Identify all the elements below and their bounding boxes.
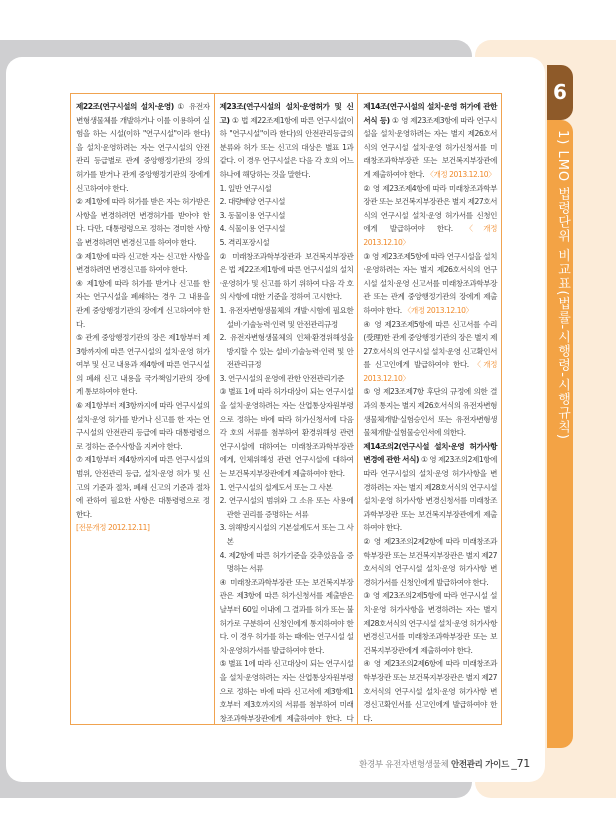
article-text: ⑤ 영 제23조제7항 후단의 규정에 의한 결과의 통지는 별지 제26호서식의 유전자변형생물체개발·실험승인서 또는 유전자변형생물체개발·실험물승인서에 의한다. (363, 387, 498, 438)
article-paragraph (76, 399, 210, 453)
article-text: ① 영 제23조제3항에 따라 연구시설을 설치·운영하려는 자는 별지 제26호서식의 연구시설 설치·운영 허가신청서를 미래창조과학부장관 또는 보건복지부장관에게 제출하여야 한다. (363, 115, 498, 179)
amendment-note: 〈개정 2013.12.10〉 (363, 360, 498, 383)
list-item (220, 521, 354, 548)
article-paragraph (363, 250, 497, 318)
article-text: ④ 제1항에 따라 허가를 받거나 신고를 한 자는 연구시설을 폐쇄하는 경우 그 내용을 관계 중앙행정기관의 장에게 신고하여야 한다. (76, 278, 210, 329)
footer-publisher: 환경부 유전자변형생물체 (359, 760, 449, 770)
article-text: ③ 영 제23조제5항에 따라 연구시설을 설치·운영하려는 자는 별지 제26호서식의 연구시설 설치·운영 신고서를 미래창조과학부장관 또는 관계 중앙행정기관의 장에게 제출하여야 한다. (363, 251, 498, 315)
list-item (220, 195, 354, 209)
article-text: 1. 유전자변형생물체의 개발·시험에 필요한 설비·기술능력·인력 및 안전관리규정 (219, 305, 354, 329)
article-text: 3. 연구시설의 운영에 관한 안전관리기준 (219, 373, 345, 383)
article-paragraph (76, 250, 210, 277)
list-item (220, 331, 354, 372)
article-paragraph (76, 521, 210, 535)
article-paragraph (363, 657, 497, 724)
article-text: ① 영 제23조의2제1항에 따라 연구시설의 설치·운영 허가사항을 변경하려는 자는 별지 제28호서식의 연구시설 설치·운영 허가사항 변경신청서를 미래창조과학부장관 또는 보건복지부장관에게 제출하여야 한다. (363, 455, 498, 533)
list-item (220, 236, 354, 250)
list-item (220, 222, 354, 236)
article-text: 3. 동물이용 연구시설 (219, 210, 286, 220)
article-text: ⑤ 별표 1에 따라 신고대상이 되는 연구시설을 설치·운영하려는 자는 산업통상자원부령으로 정하는 바에 따라 신고서에 제3항제1호부터 제3호까지의 서류를 첨부하여 미래창조과학부장관에게 제출하여야 한다. 다 (219, 659, 354, 723)
list-item (220, 304, 354, 331)
article-paragraph (363, 182, 497, 250)
amendment-note: 〈개정 2013.12.10〉 (363, 224, 498, 247)
article-heading: 제23조(연구시설의 설치·운영허가 및 신고) (219, 102, 354, 125)
article-heading: 제14조의2(연구시설 설치·운영 허가사항 변경에 관한 서식) (363, 441, 498, 465)
amendment-note: 〈개정 2013.12.10〉 (426, 169, 496, 179)
article-text: ③ 별표 1에 따라 허가대상이 되는 연구시설을 설치·운영하려는 자는 산업통상자원부령으로 정하는 바에 따라 허가신청서에 다음 각 호의 서류를 첨부하여 환경위해성 관련 연구시설에 대하여는 미래창조과학부장관에게, 인체위해성 관련 연구시설에 대하여는 보건복지부장관에게 제출하여야 한다. (219, 387, 354, 479)
article-paragraph (220, 250, 354, 304)
article-text: ④ 미래창조과학부장관 또는 보건복지부장관은 제3항에 따른 허가신청서를 제출받은 날부터 60일 이내에 그 결과를 허가 또는 불허가로 구분하여 신청인에게 통지하여야 한다. 이 경우 허가를 하는 때에는 연구시설 설치·운영허가서를 발급하여야 한다. (219, 577, 354, 655)
page-number: _71 (511, 757, 530, 770)
article-text: ② 영 제23조제4항에 따라 미래창조과학부장관 또는 보건복지부장관은 별지 제27호서식의 연구시설 설치·운영 허가서를 신청인에게 발급하여야 한다. (363, 183, 498, 234)
article-text: 1. 연구시설의 설계도서 또는 그 사본 (219, 482, 333, 492)
list-item (220, 481, 354, 495)
list-item (220, 549, 354, 576)
article-paragraph (76, 453, 210, 521)
article-paragraph (76, 195, 210, 249)
column-enforcement-rule (358, 94, 501, 724)
article-text: 4. 식물이용 연구시설 (219, 224, 286, 234)
article-text: ③ 영 제23조의2제5항에 따라 연구시설 설치·운영 허가사항을 변경하려는 자는 별지 제28호서식의 연구시설 설치·운영 허가사항 변경신고서를 미래창조과학부장관 또는 보건복지부장관에게 제출하여야 한다. (363, 591, 498, 655)
article-paragraph (76, 331, 210, 399)
article-text: 1. 일반 연구시설 (219, 183, 272, 193)
chapter-number-tab: 6 (547, 65, 573, 120)
article-text: ① 법 제22조제1항에 따른 연구시설(이하 "연구시설"이라 한다)의 안전관리등급의 분류와 허가 또는 신고의 대상은 별표 1과 같다. 이 경우 연구시설은 다음 각 호의 어느 하나에 해당하는 것을 말한다. (219, 115, 354, 179)
article-text: 4. 제2항에 따른 허가기준을 갖추었음을 증명하는 서류 (219, 550, 354, 574)
article-text: 5. 격리포장시설 (219, 237, 270, 247)
article-text: ② 영 제23조의2제2항에 따라 미래창조과학부장관 또는 보건복지부장관은 별지 제27호서식의 연구시설 설치·운영 허가사항 변경허가서를 신청인에게 발급하여야 한다. (363, 537, 498, 587)
list-item (220, 372, 354, 386)
amendment-note: [전문개정 2012.12.11] (76, 523, 150, 533)
article-text: 3. 위해방지시설의 기본설계도서 또는 그 사본 (219, 523, 354, 546)
article-paragraph (220, 100, 354, 182)
page-footer (359, 757, 530, 770)
article-text: ④ 영 제23조의2제6항에 따라 미래창조과학부장관 또는 보건복지부장관은 별지 제27호서식의 연구시설 설치·운영 허가사항 변경신고확인서를 신고인에게 발급하여야 한다. (363, 659, 498, 723)
article-paragraph (363, 535, 497, 589)
article-paragraph (220, 385, 354, 480)
article-text: ⑥ 제1항부터 제3항까지에 따라 연구시설의 설치·운영 허가를 받거나 신고를 한 자는 연구시설의 안전관리 등급에 따라 대통령령으로 정하는 준수사항을 지켜야 한다. (76, 401, 210, 451)
article-paragraph (363, 318, 497, 386)
article-text: ④ 영 제23조제5항에 따른 신고서를 수리(受理)한 관계 중앙행정기관의 장은 별지 제27호서식의 연구시설 설치·운영 신고확인서를 신고인에게 발급하여야 한다. (363, 319, 498, 370)
chapter-title: 1) LMO 법령단위 비교표(법률-시행령-시행규칙) (555, 130, 570, 440)
article-paragraph (76, 100, 210, 195)
article-paragraph (363, 385, 497, 439)
article-paragraph (220, 657, 354, 724)
law-comparison-table (70, 93, 502, 725)
article-text: 2. 연구시설의 범위와 그 소유 또는 사용에 관한 권리를 증명하는 서류 (219, 496, 354, 519)
article-text: ⑤ 관계 중앙행정기관의 장은 제1항부터 제3항까지에 따른 연구시설의 설치·운영 허가 여부 및 신고 내용과 제4항에 따른 연구시설의 폐쇄 신고 내용을 국가책임기관의 장에게 통보하여야 한다. (76, 333, 210, 397)
list-item (220, 209, 354, 223)
column-enforcement-decree (215, 94, 359, 724)
article-paragraph (363, 589, 497, 657)
article-text: ② 미래창조과학부장관과 보건복지부장관은 법 제22조제1항에 따른 연구시설의 설치·운영허가 및 신고를 하기 위하여 다음 각 호의 사항에 대한 기준을 정하여 고시한다. (219, 251, 354, 302)
chapter-title-tab (547, 120, 573, 748)
list-item (220, 182, 354, 196)
article-heading: 제14조(연구시설의 설치·운영 허가에 관한 서식 등) (363, 102, 498, 125)
column-act (71, 94, 215, 724)
article-text: ③ 제1항에 따라 신고한 자는 신고한 사항을 변경하려면 변경신고를 하여야 한다. (76, 251, 210, 275)
article-text: ① 유전자변형생물체를 개발하거나 이를 이용하여 실험을 하는 시설(이하 "연구시설"이라 한다)을 설치·운영하려는 자는 연구시설의 안전관리 등급별로 관계 중앙행정기관의 장의 허가를 받거나 관계 중앙행정기관의 장에게 신고하여야 한다. (76, 102, 210, 193)
footer-title: 안전관리 가이드 (450, 760, 509, 770)
article-text: 2. 대량배양 연구시설 (219, 197, 286, 207)
article-text: 2. 유전자변형생물체의 인체·환경위해성을 방지할 수 있는 설비·기술능력·인력 및 안전관리규정 (219, 333, 354, 370)
article-heading: 제22조(연구시설의 설치·운영) (76, 102, 174, 111)
list-item (220, 494, 354, 521)
article-text: ② 제1항에 따라 허가를 받은 자는 허가받은 사항을 변경하려면 변경허가를 받아야 한다. 다만, 대통령령으로 정하는 경미한 사항을 변경하려면 변경신고를 하여야 한다. (76, 197, 210, 247)
article-paragraph (363, 100, 497, 182)
article-paragraph (363, 440, 497, 535)
article-paragraph (220, 576, 354, 658)
article-text: ⑦ 제1항부터 제4항까지에 따른 연구시설의 범위, 안전관리 등급, 설치·운영 허가 및 신고의 기준과 절차, 폐쇄 신고의 기준과 절차에 관하여 필요한 사항은 대통령령으로 정한다. (76, 455, 210, 519)
article-paragraph (76, 277, 210, 331)
amendment-note: 〈개정 2013.12.10〉 (403, 305, 473, 315)
